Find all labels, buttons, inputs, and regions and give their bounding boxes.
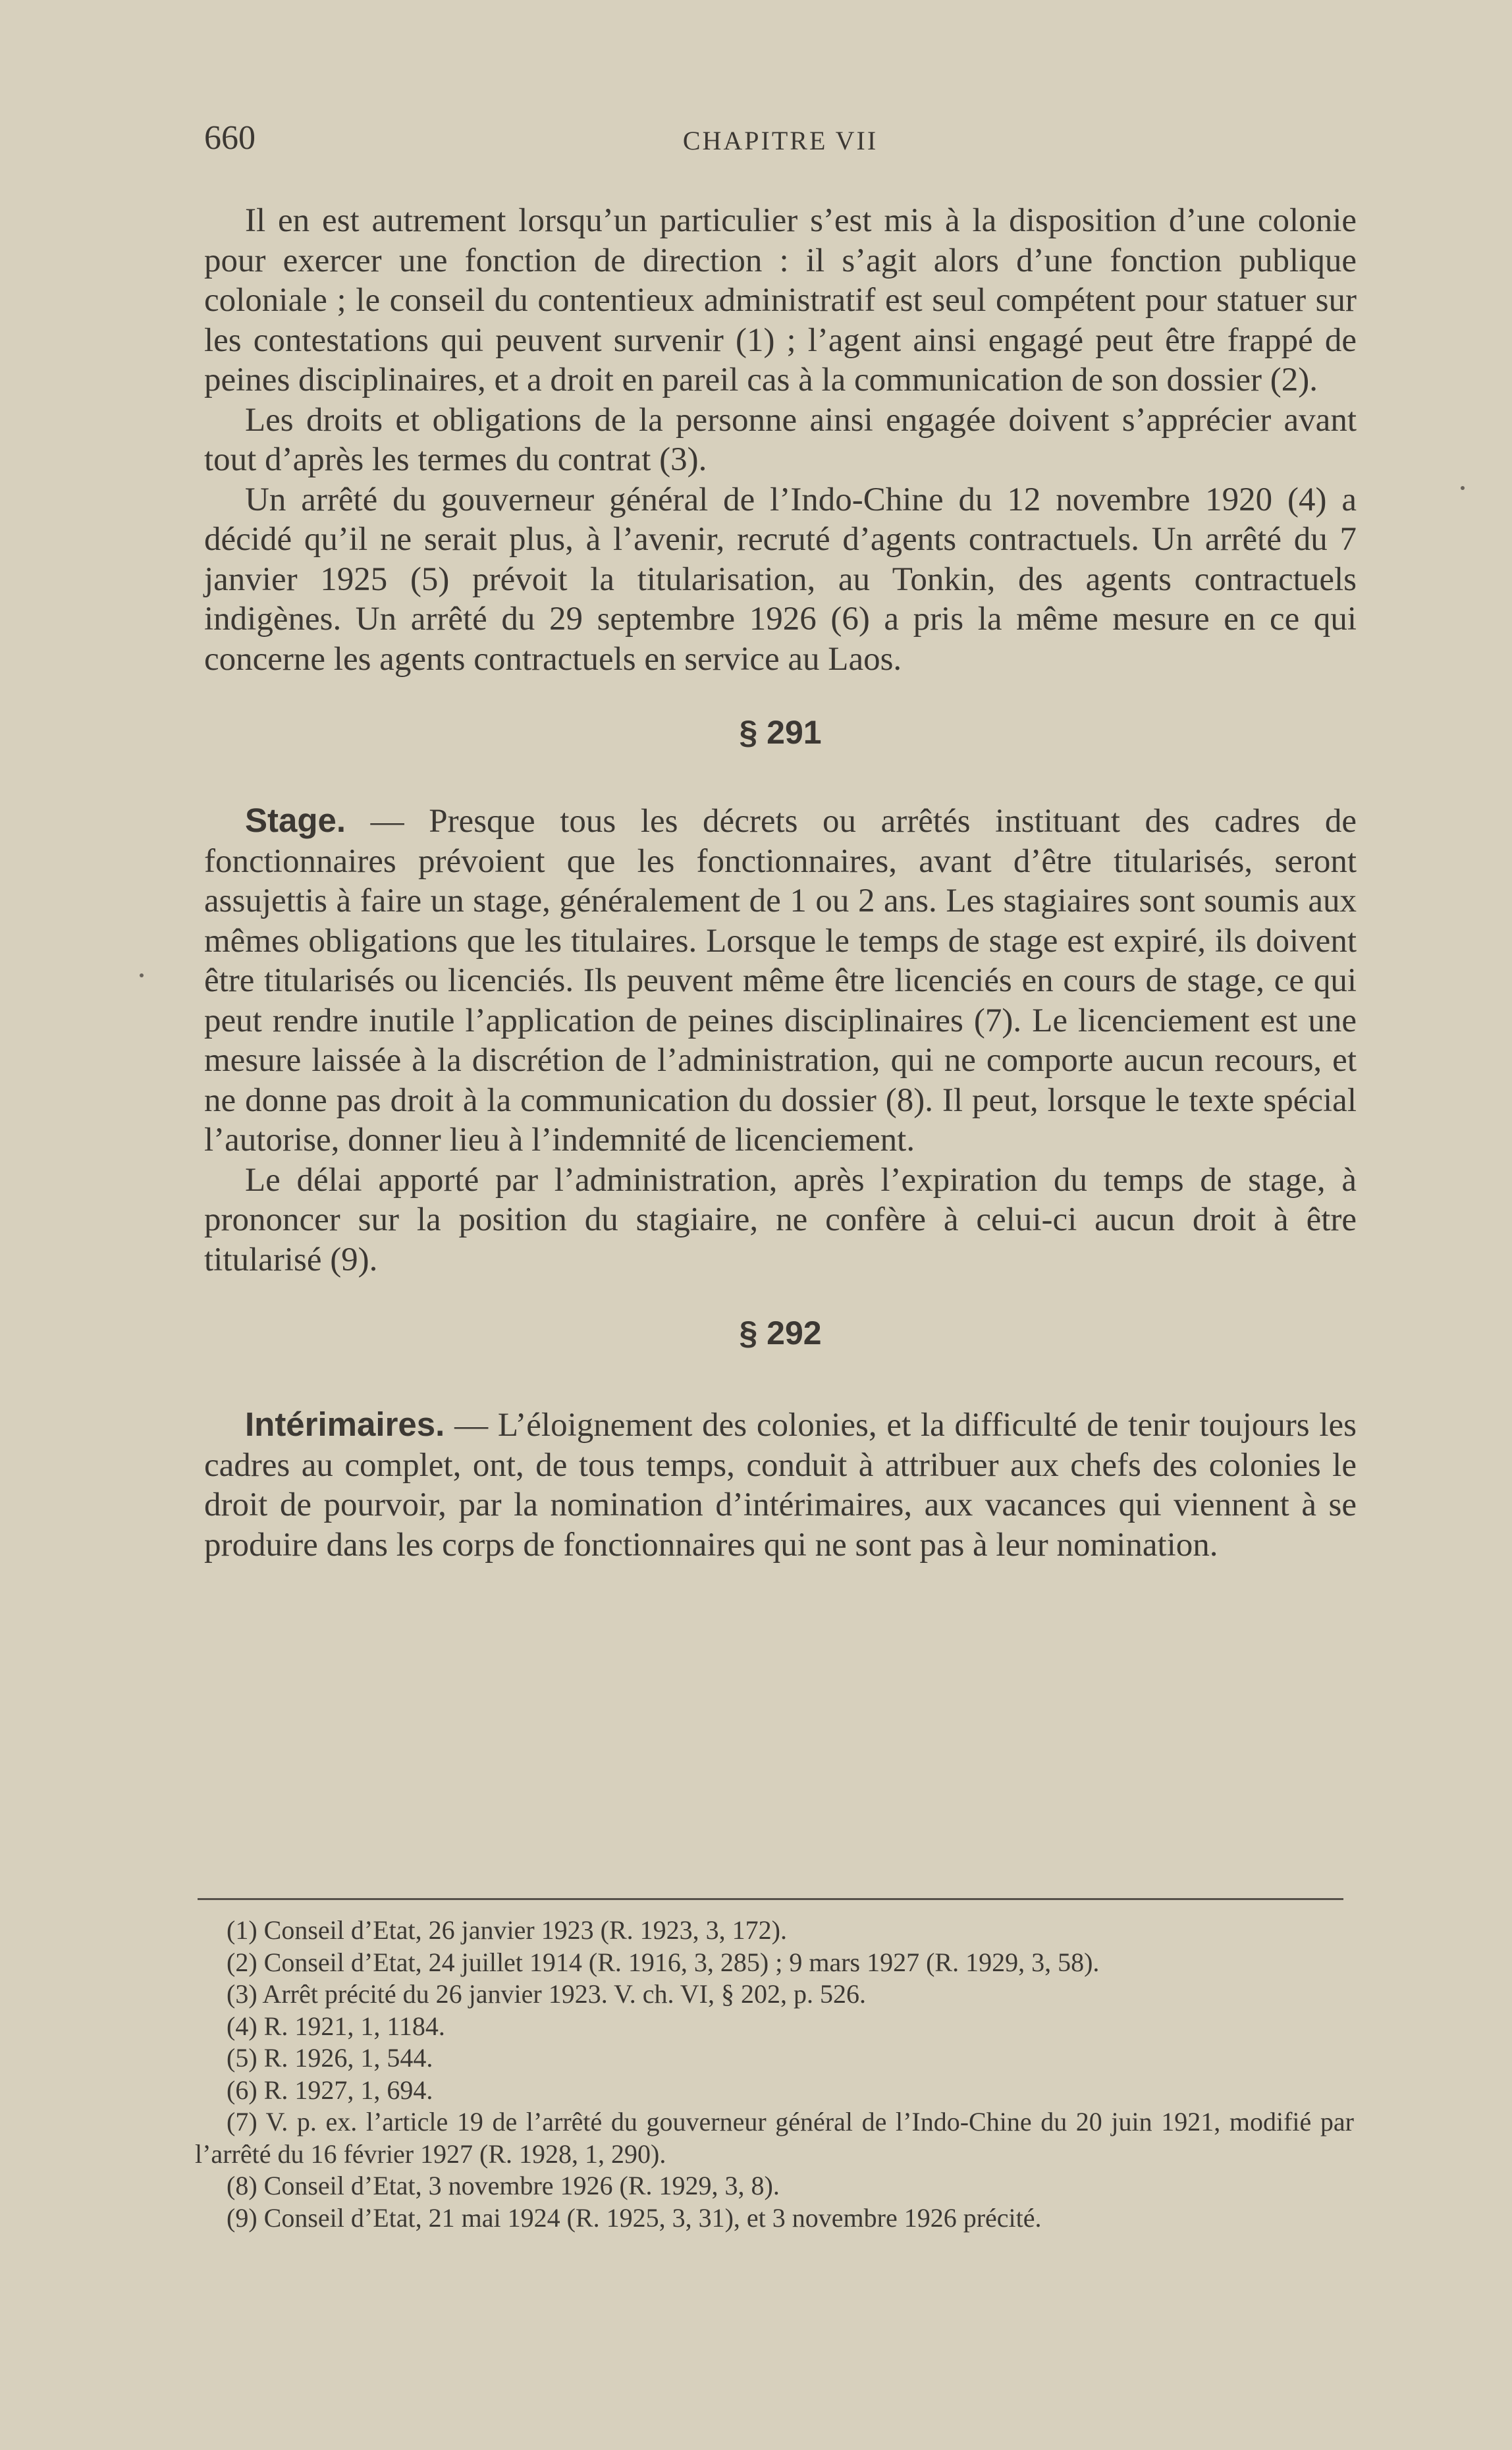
- footnote-3: (3) Arrêt précité du 26 janvier 1923. V. ch. VI, § 202, p. 526.: [227, 1979, 866, 2009]
- section-heading-291: § 291: [739, 714, 822, 751]
- paper-speck: [1461, 486, 1465, 490]
- section-291-lead-text: — Presque tous les décrets ou arrêtés instituant des cadres de fonctionnaires prévoient que les fonctionnaires, avant d’être titularisés, seront assujettis à faire un stage, généralement de 1 ou 2 ans. Les stagiaires sont soumis aux mêmes obligations que les titulaires. Lorsque le temps de stage est expiré, ils doivent être titularisés ou licenciés. Ils peuvent même être licenciés en cours de stage, ce qui peut rendre inutile l’application de peines disciplinaires (7). Le licenciement est une mesure laissée à la discrétion de l’administration, qui ne comporte aucun recours, et ne donne pas droit à la communication du dossier (8). Il peut, lorsque le texte spécial l’autorise, donner lieu à l’indemnité de licenciement.: [204, 803, 1357, 1158]
- section-heading-292: § 292: [739, 1315, 822, 1351]
- paper-speck: [140, 973, 144, 977]
- section-291-lead: Stage.: [245, 802, 346, 839]
- section-292-lead: Intérimaires.: [245, 1405, 445, 1443]
- footnote-9: (9) Conseil d’Etat, 21 mai 1924 (R. 1925, 3, 31), et 3 novembre 1926 précité.: [227, 2202, 1042, 2233]
- page-header: [204, 119, 1357, 165]
- footnote-divider: [198, 1898, 1343, 1900]
- page-number: 660: [204, 119, 256, 157]
- intro-paragraph-2: Les droits et obligations de la personne ainsi engagée doivent s’apprécier avant tout d’après les termes du contrat (3).: [204, 401, 1357, 478]
- section-292-lead-text: — L’éloignement des colonies, et la difficulté de tenir toujours les cadres au complet, ont, de tous temps, conduit à attribuer aux chefs des colonies le droit de pourvoir, par la nomination d’intérimaires, aux vacances qui viennent à se produire dans les corps de fonctionnaires qui ne sont pas à leur nomination.: [204, 1407, 1357, 1564]
- footnote-8: (8) Conseil d’Etat, 3 novembre 1926 (R. 1929, 3, 8).: [227, 2171, 780, 2200]
- footnotes: [195, 1915, 1354, 2234]
- section-291-paragraph-1: [204, 801, 1357, 1160]
- body-text: [204, 201, 1357, 1565]
- footnote-1: (1) Conseil d’Etat, 26 janvier 1923 (R. 1923, 3, 172).: [227, 1915, 787, 1945]
- section-291-paragraph-2: Le délai apporté par l’administration, après l’expiration du temps de stage, à prononcer sur la position du stagiaire, ne confère à celui-ci aucun droit à être titularisé (9).: [204, 1161, 1357, 1278]
- intro-paragraph-3: Un arrêté du gouverneur général de l’Indo-Chine du 12 novembre 1920 (4) a décidé qu’il ne serait plus, à l’avenir, recruté d’agents contractuels. Un arrêté du 7 janvier 1925 (5) prévoit la titularisation, au Tonkin, des agents contractuels indigènes. Un arrêté du 29 septembre 1926 (6) a pris la même mesure en ce qui concerne les agents contractuels en service au Laos.: [204, 481, 1357, 678]
- running-head: CHAPITRE VII: [682, 126, 878, 155]
- section-292-paragraph-1: [204, 1405, 1357, 1565]
- footnote-4: (4) R. 1921, 1, 1184.: [227, 2011, 445, 2041]
- intro-paragraph-1: Il en est autrement lorsqu’un particulier s’est mis à la disposition d’une colonie pour exercer une fonction de direction : il s’agit alors d’une fonction publique coloniale ; le conseil du contentieux administratif est seul compétent pour statuer sur les contestations qui peuvent survenir (1) ; l’agent ainsi engagé peut être frappé de peines disciplinaires, et a droit en pareil cas à la communication de son dossier (2).: [204, 202, 1357, 398]
- footnote-6: (6) R. 1927, 1, 694.: [227, 2075, 433, 2105]
- footnote-7: (7) V. p. ex. l’article 19 de l’arrêté du gouverneur général de l’Indo-Chine du 20 juin 1921, modifié par l’arrêté du 16 février 1927 (R. 1928, 1, 290).: [195, 2107, 1354, 2169]
- footnote-5: (5) R. 1926, 1, 544.: [227, 2043, 433, 2073]
- footnote-2: (2) Conseil d’Etat, 24 juillet 1914 (R. 1916, 3, 285) ; 9 mars 1927 (R. 1929, 3, 58).: [227, 1947, 1100, 1977]
